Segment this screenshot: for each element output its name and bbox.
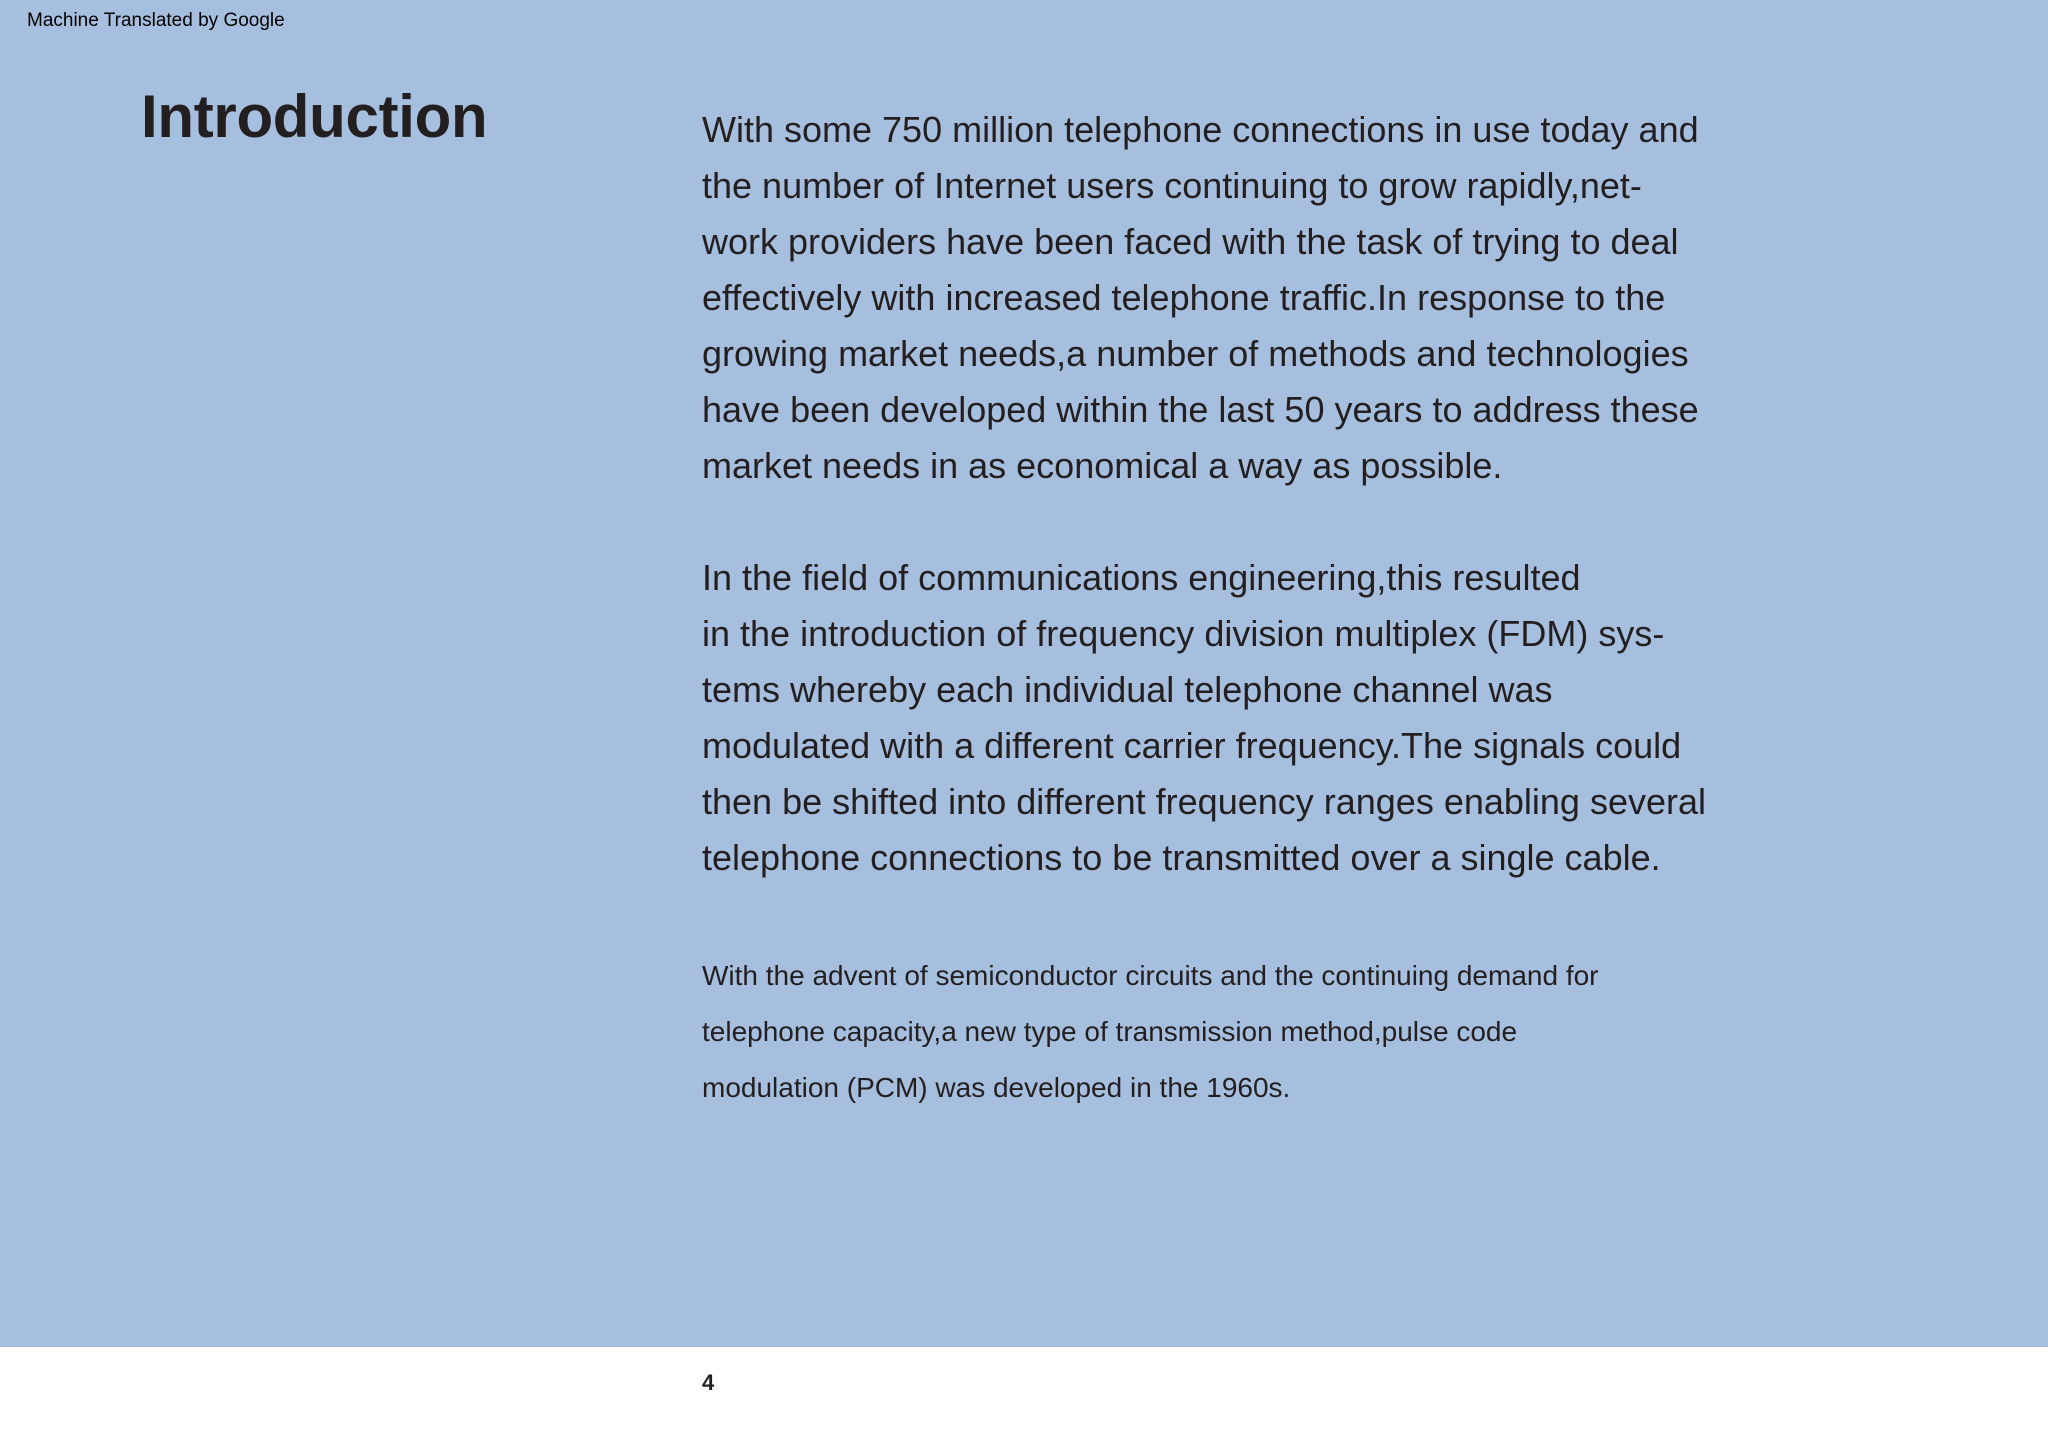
machine-translation-banner: Machine Translated by Google	[27, 10, 285, 31]
paragraph-line: telephone capacity,a new type of transmission method,pulse code	[702, 1016, 1518, 1047]
paragraph-line: modulated with a different carrier frequency.The signals could	[702, 725, 1682, 766]
paragraph-line: have been developed within the last 50 years to address these	[702, 389, 1699, 430]
paragraph-line: growing market needs,a number of methods and technologies	[702, 333, 1689, 374]
page-title: Introduction	[141, 83, 488, 150]
page-number: 4	[702, 1370, 715, 1395]
paragraph-line: In the field of communications engineering,this resulted	[702, 557, 1581, 598]
paragraph-2	[702, 550, 1706, 886]
paragraph-line: market needs in as economical a way as possible.	[702, 445, 1503, 486]
paragraph-line: modulation (PCM) was developed in the 1960s.	[702, 1072, 1291, 1103]
paragraph-line: With some 750 million telephone connections in use today and	[702, 109, 1699, 150]
paragraph-line: the number of Internet users continuing to grow rapidly,net-	[702, 165, 1642, 206]
paragraph-1	[702, 102, 1699, 494]
paragraph-line: then be shifted into different frequency ranges enabling several	[702, 781, 1707, 822]
paragraph-line: effectively with increased telephone traffic.In response to the	[702, 277, 1666, 318]
paragraph-line: telephone connections to be transmitted over a single cable.	[702, 837, 1661, 878]
paragraph-line: tems whereby each individual telephone channel was	[702, 669, 1553, 710]
paragraph-line: With the advent of semiconductor circuits and the continuing demand for	[702, 960, 1599, 991]
paragraph-3	[702, 948, 1599, 1116]
paragraph-line: work providers have been faced with the task of trying to deal	[702, 221, 1679, 262]
paragraph-line: in the introduction of frequency division multiplex (FDM) sys-	[702, 613, 1665, 654]
